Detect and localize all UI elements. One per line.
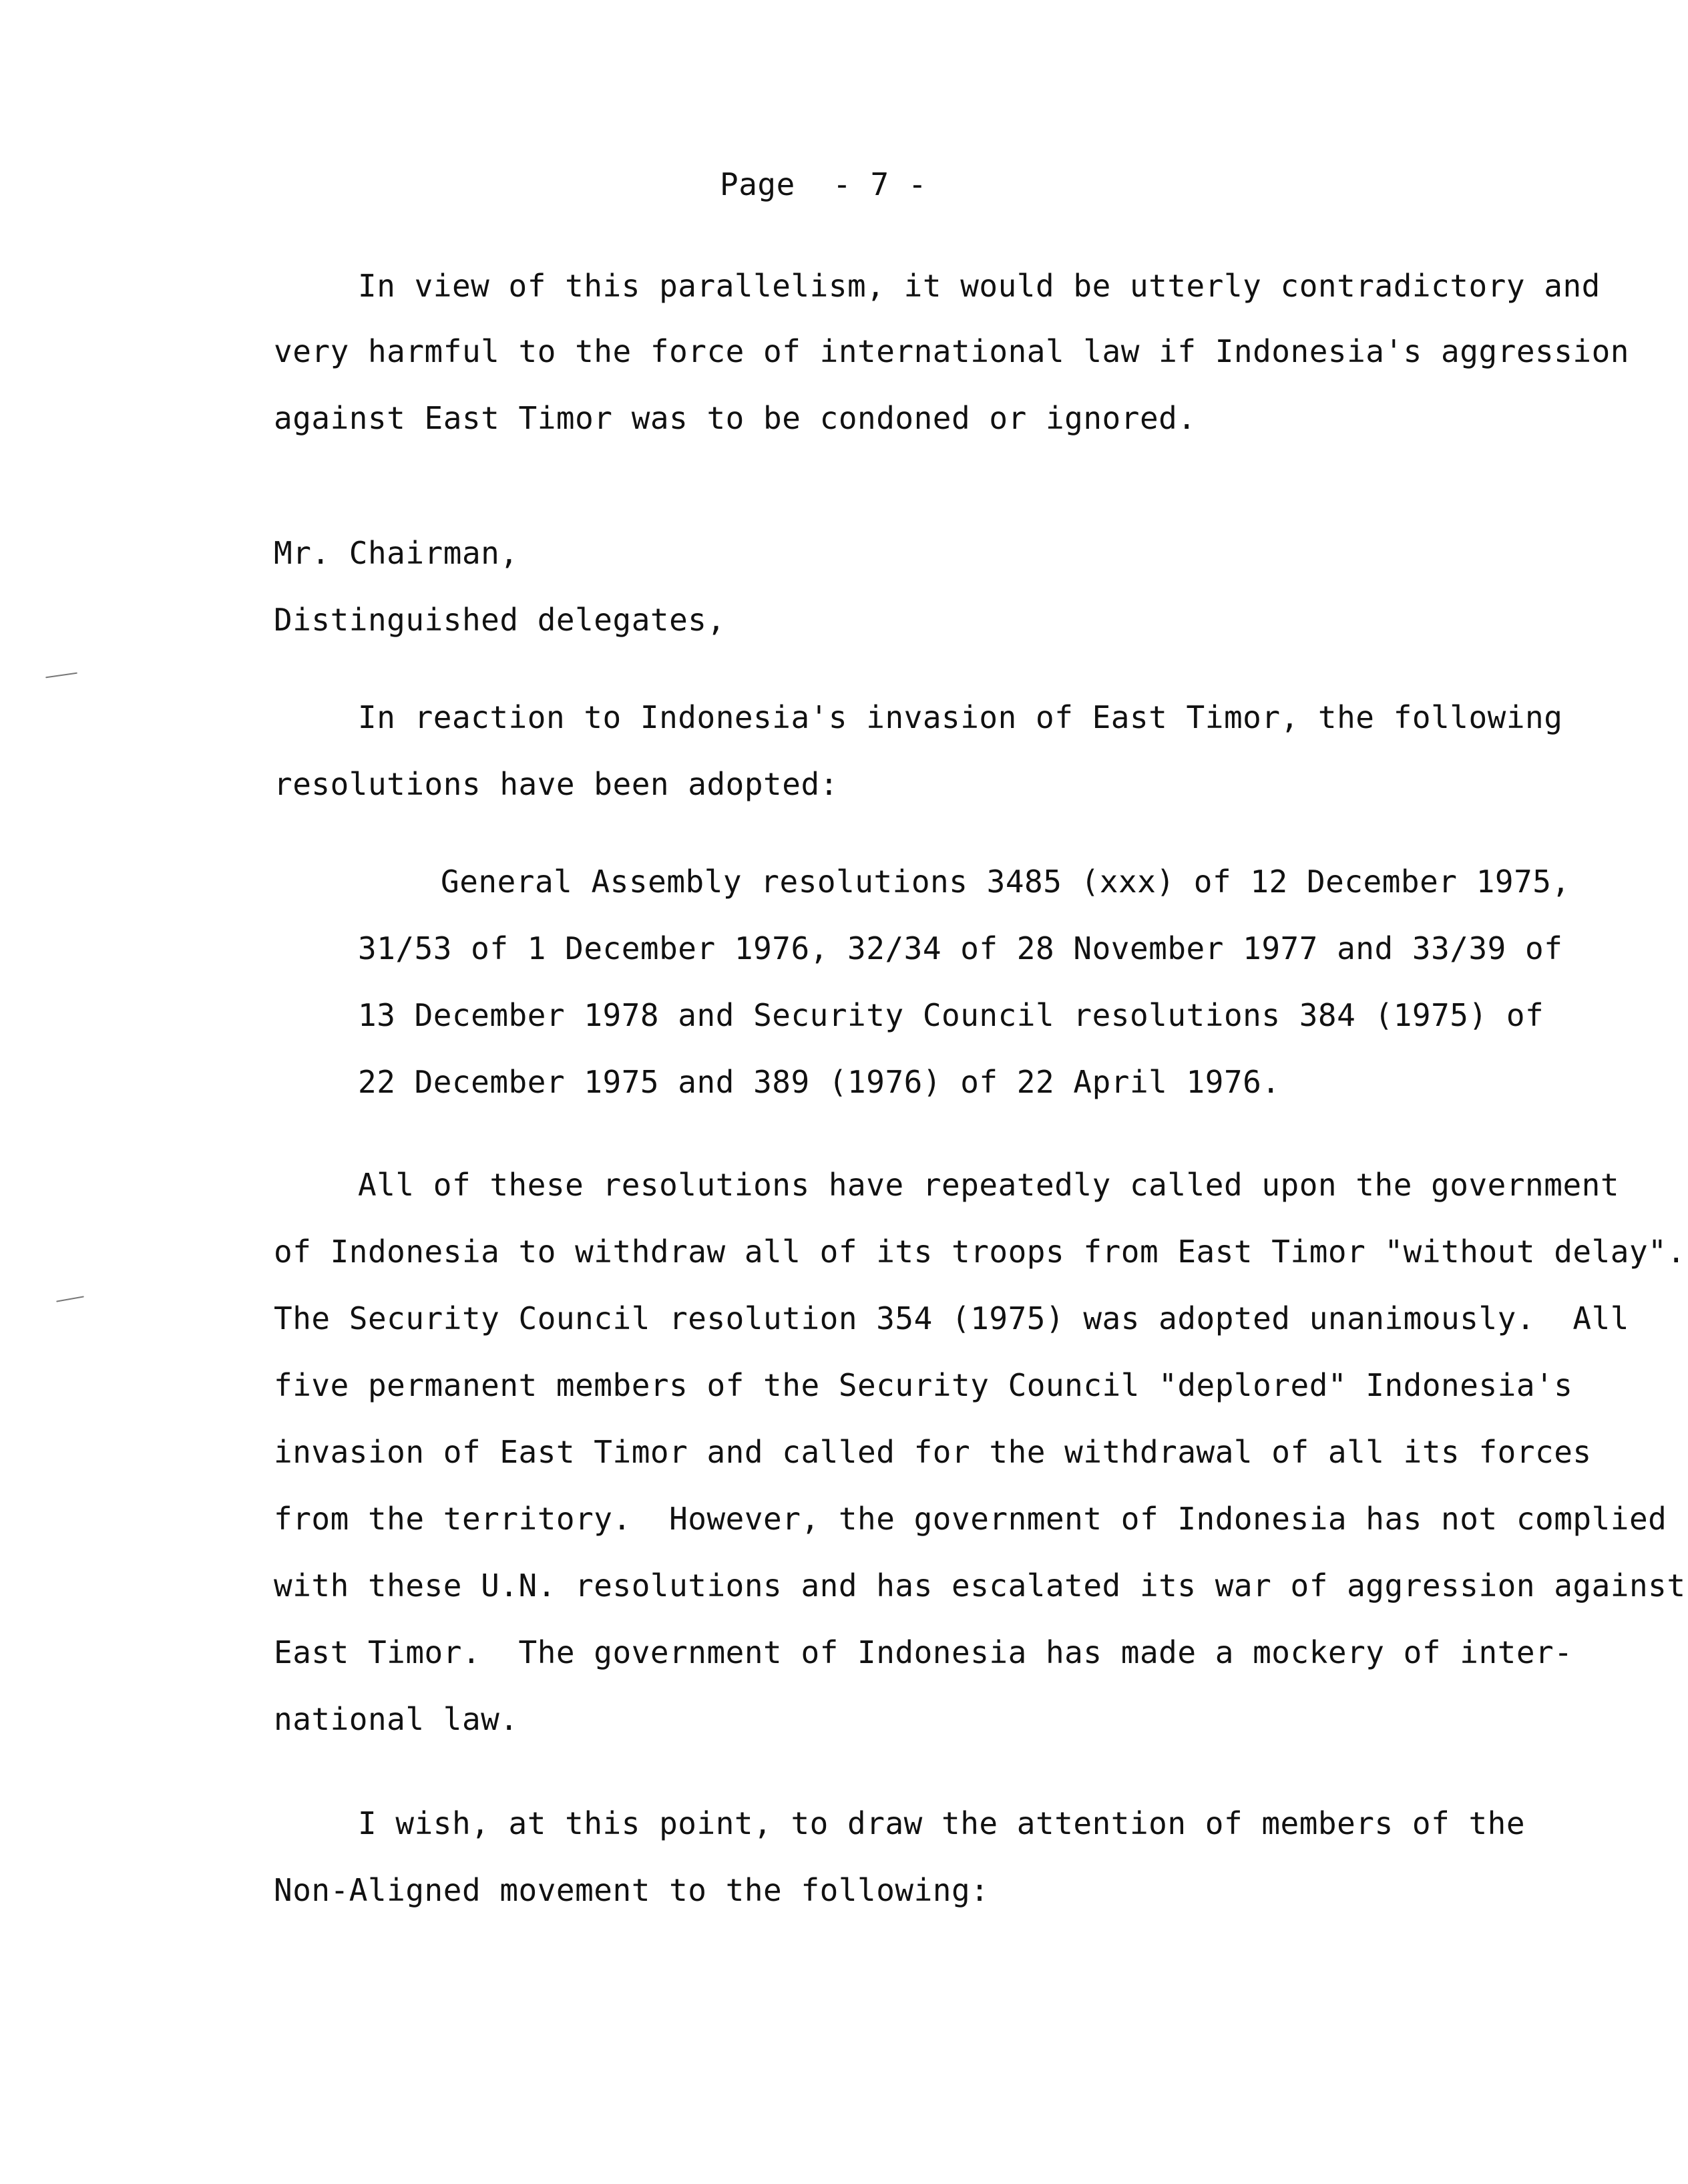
resolutions-line-4: 22 December 1975 and 389 (1976) of 22 April 1976. [358, 1064, 1281, 1100]
paragraph-1-line-3: against East Timor was to be condoned or ignored. [274, 400, 1197, 436]
resolutions-line-1: General Assembly resolutions 3485 (xxx) of 12 December 1975, [441, 864, 1570, 900]
paragraph-3-line-1: All of these resolutions have repeatedly called upon the government [358, 1167, 1620, 1203]
scan-mark [45, 673, 77, 679]
paragraph-4-line-2: Non-Aligned movement to the following: [274, 1872, 990, 1908]
paragraph-3-line-4: five permanent members of the Security Council "deplored" Indonesia's [274, 1367, 1573, 1403]
page-number: Page - 7 - [720, 166, 927, 202]
paragraph-2-line-1: In reaction to Indonesia's invasion of East Timor, the following [358, 699, 1563, 735]
paragraph-3-line-2: of Indonesia to withdraw all of its troops from East Timor "without delay". [274, 1234, 1686, 1270]
paragraph-3-line-3: The Security Council resolution 354 (1975) was adopted unanimously. All [274, 1300, 1629, 1336]
paragraph-1-line-2: very harmful to the force of international law if Indonesia's aggression [274, 333, 1629, 369]
resolutions-line-2: 31/53 of 1 December 1976, 32/34 of 28 November 1977 and 33/39 of [358, 930, 1563, 966]
paragraph-3-line-7: with these U.N. resolutions and has escalated its war of aggression against [274, 1568, 1686, 1604]
paragraph-3-line-9: national law. [274, 1701, 519, 1737]
scan-mark [56, 1296, 84, 1302]
paragraph-3-line-6: from the territory. However, the government of Indonesia has not complied [274, 1501, 1667, 1537]
paragraph-3-line-5: invasion of East Timor and called for the withdrawal of all its forces [274, 1434, 1592, 1470]
salutation-chairman: Mr. Chairman, [274, 535, 519, 571]
paragraph-2-line-2: resolutions have been adopted: [274, 766, 839, 802]
paragraph-4-line-1: I wish, at this point, to draw the attention of members of the [358, 1805, 1526, 1841]
paragraph-3-line-8: East Timor. The government of Indonesia has made a mockery of inter- [274, 1634, 1573, 1670]
salutation-delegates: Distinguished delegates, [274, 602, 726, 638]
paragraph-1-line-1: In view of this parallelism, it would be utterly contradictory and [358, 268, 1601, 304]
resolutions-line-3: 13 December 1978 and Security Council resolutions 384 (1975) of [358, 997, 1544, 1033]
